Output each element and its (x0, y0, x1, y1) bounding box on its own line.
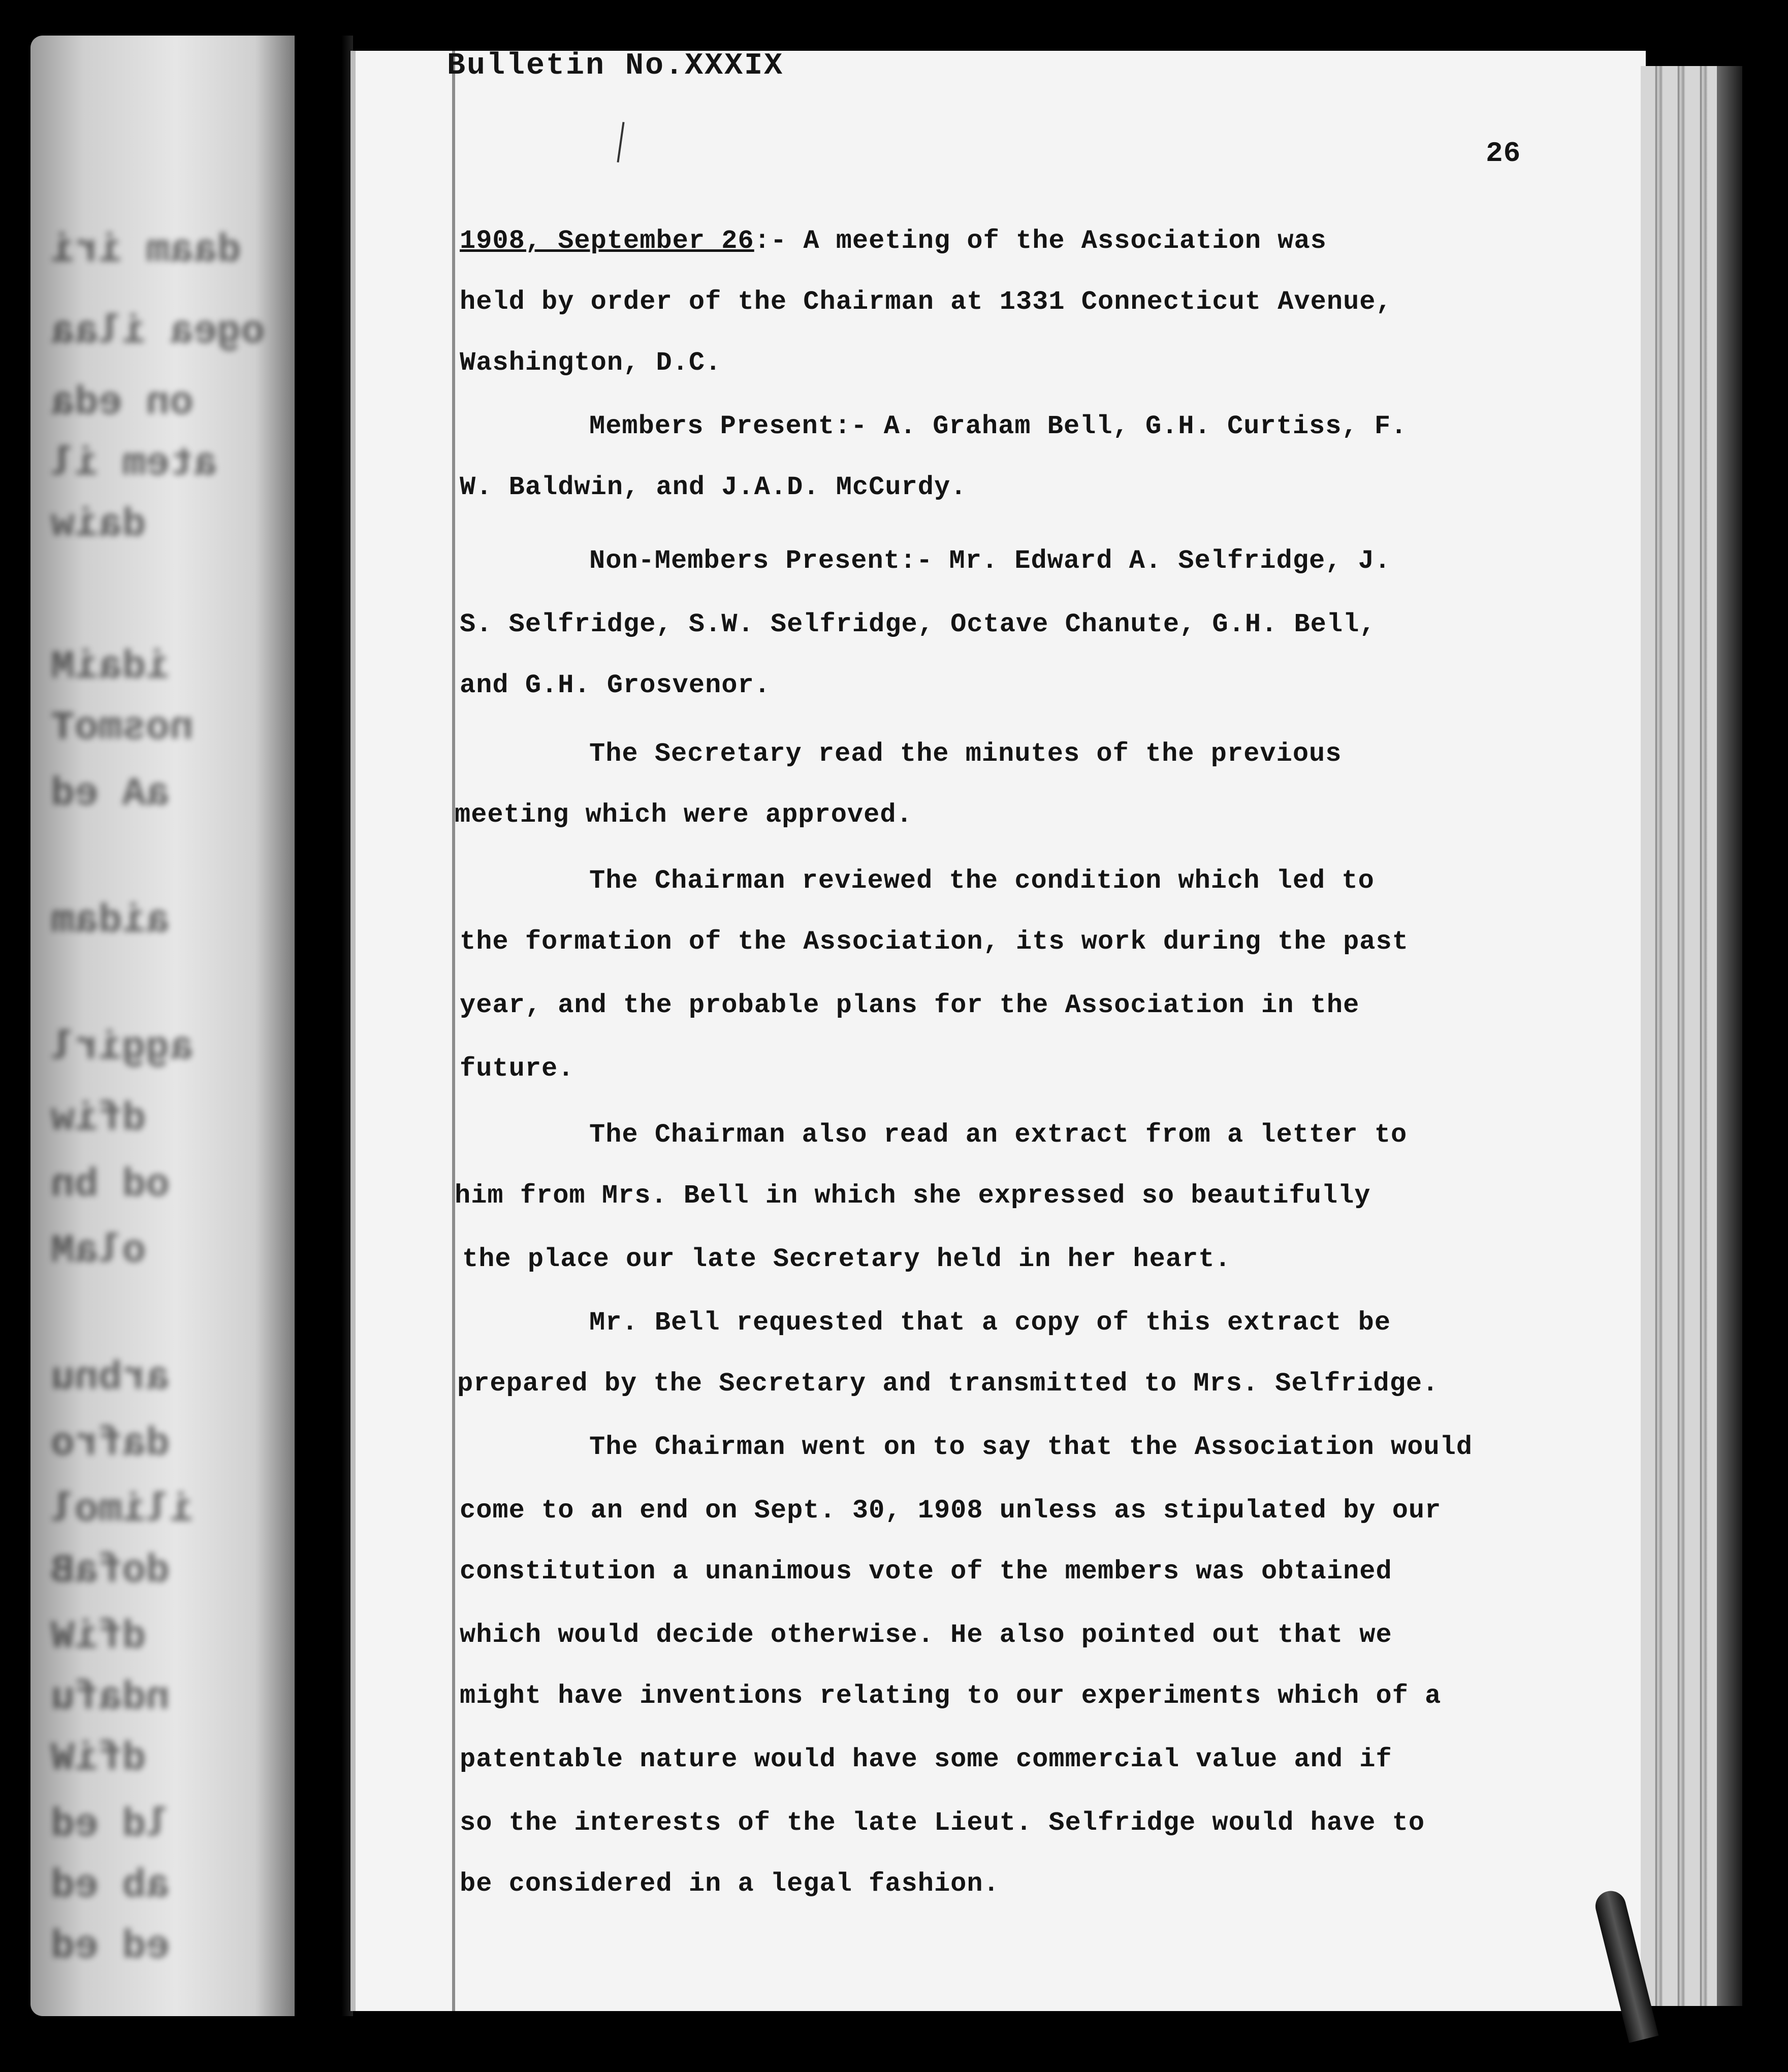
text-line-5: W. Baldwin, and J.A.D. McCurdy. (460, 472, 967, 502)
page-stack-shadow (1717, 66, 1742, 2006)
text-line-27: be considered in a legal fashion. (460, 1869, 1000, 1899)
text-line-22: constitution a unanimous vote of the members was obtained (460, 1557, 1392, 1587)
bulletin-header: Bulletin No.XXXIX (447, 49, 784, 83)
text-line-4: Members Present:- A. Graham Bell, G.H. Curtiss, F. (589, 411, 1408, 441)
text-line-10: meeting which were approved. (455, 800, 913, 830)
text-line-23: which would decide otherwise. He also pointed out that we (460, 1620, 1392, 1650)
text-line-24: might have inventions relating to our experiments which of a (460, 1681, 1442, 1711)
text-line-3: Washington, D.C. (460, 348, 722, 378)
margin-rule (452, 51, 455, 2011)
text-line-9: The Secretary read the minutes of the previous (589, 739, 1342, 769)
text-line-1 (460, 226, 1327, 256)
text-line-26: so the interests of the late Lieut. Selfridge would have to (460, 1808, 1425, 1838)
text-line-8: and G.H. Grosvenor. (460, 670, 771, 700)
text-line-13: year, and the probable plans for the Association in the (460, 990, 1360, 1020)
text-line-18: Mr. Bell requested that a copy of this extract be (589, 1308, 1391, 1338)
text-line-6: Non-Members Present:- Mr. Edward A. Selfridge, J. (589, 546, 1391, 576)
text-line-14: future. (460, 1054, 574, 1084)
text-line-11: The Chairman reviewed the condition which led to (589, 866, 1375, 896)
left-facing-page: daam iri ogea ilaa on eda atem il daiw idaiM nosmoT aA ed aidam aggirl dfiw od bn olaM arbnu dafro ilimol dofaB dfiW ndafu dfiW ld ed ab ed ed ed (30, 36, 295, 2016)
text-line-21: come to an end on Sept. 30, 1908 unless as stipulated by our (460, 1496, 1442, 1526)
document-page (350, 51, 1646, 2011)
text-line-25: patentable nature would have some commercial value and if (460, 1744, 1392, 1774)
text-line-17: the place our late Secretary held in her heart. (462, 1244, 1231, 1274)
page-number: 26 (1486, 137, 1521, 170)
entry-date-rest: :- A meeting of the Association was (754, 226, 1327, 256)
text-line-16: him from Mrs. Bell in which she expressed so beautifully (455, 1181, 1371, 1211)
entry-date: 1908, September 26 (460, 226, 754, 256)
text-line-2: held by order of the Chairman at 1331 Connecticut Avenue, (460, 287, 1392, 317)
book-gutter (295, 36, 353, 2016)
text-line-15: The Chairman also read an extract from a letter to (589, 1120, 1408, 1150)
text-line-20: The Chairman went on to say that the Association would (589, 1432, 1473, 1462)
text-line-12: the formation of the Association, its work during the past (460, 927, 1409, 957)
text-line-7: S. Selfridge, S.W. Selfridge, Octave Chanute, G.H. Bell, (460, 609, 1376, 639)
text-line-19: prepared by the Secretary and transmitted to Mrs. Selfridge. (457, 1369, 1439, 1399)
